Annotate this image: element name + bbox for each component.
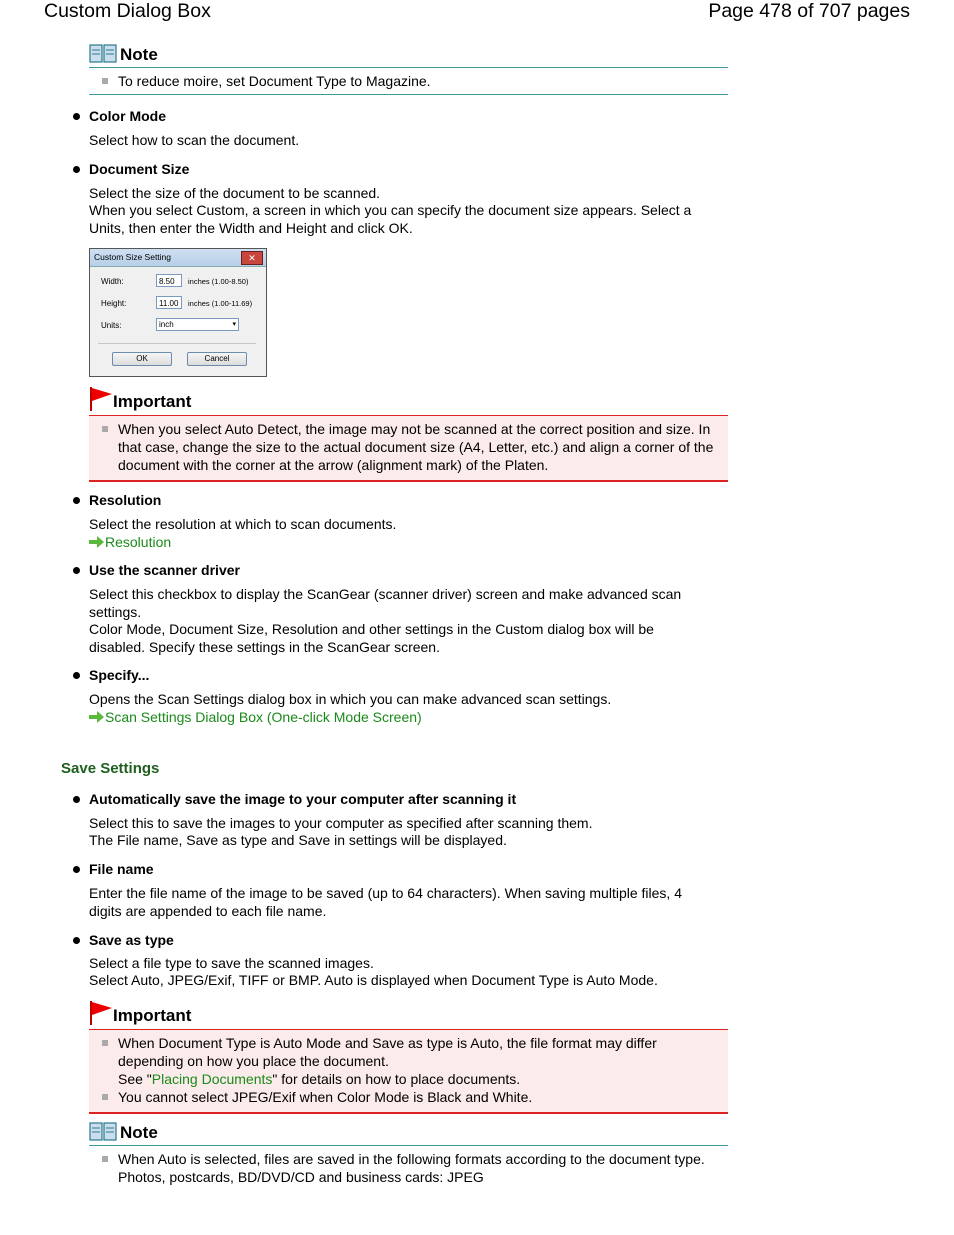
- units-select[interactable]: [156, 318, 239, 331]
- width-field[interactable]: 8.50: [156, 274, 182, 287]
- width-label: Width:: [101, 277, 124, 286]
- list-item: When Document Type is Auto Mode and Save as type is Auto, the file format may differ: [89, 1034, 728, 1052]
- height-hint: inches (1.00-11.69): [188, 299, 253, 308]
- height-label: Height:: [101, 299, 127, 308]
- note-title: Note: [120, 1123, 158, 1142]
- important-text-line: depending on how you place the document.: [118, 1053, 389, 1069]
- dialog-titlebar: [90, 249, 266, 267]
- chevron-down-icon: ▾: [232, 321, 236, 328]
- arrow-right-icon: [89, 711, 104, 723]
- document-size-text-1: Select the size of the document to be scanned.: [89, 185, 381, 201]
- document-size-text-2: When you select Custom, a screen in which you can specify the document size appears. Select a: [89, 202, 692, 218]
- scanner-driver-heading: Use the scanner driver: [89, 562, 240, 578]
- custom-size-dialog: [89, 248, 267, 377]
- specify-heading: Specify...: [89, 667, 150, 683]
- list-item: When Auto is selected, files are saved in the following formats according to the document type.: [89, 1150, 728, 1168]
- flag-icon: [89, 1000, 113, 1026]
- file-name-text-2: digits are appended to each file name.: [89, 903, 327, 919]
- width-hint: inches (1.00-8.50): [188, 277, 249, 286]
- note-title: Note: [120, 45, 158, 64]
- note-heading: [89, 43, 728, 65]
- auto-save-text-2: The File name, Save as type and Save in settings will be displayed.: [89, 832, 507, 848]
- important-text-line: that case, change the size to the actual document size (A4, Letter, etc.) and align a corner of the: [118, 439, 714, 455]
- ok-button[interactable]: OK: [112, 352, 172, 366]
- resolution-link[interactable]: Resolution: [89, 533, 171, 551]
- note-heading: [89, 1121, 728, 1143]
- section-heading: Save Settings: [61, 760, 160, 777]
- file-name-text-1: Enter the file name of the image to be saved (up to 64 characters). When saving multiple files, 4: [89, 885, 682, 901]
- important-box: [89, 1000, 728, 1114]
- scanner-driver-text-2: settings.: [89, 604, 142, 620]
- save-as-type-heading: Save as type: [89, 932, 174, 948]
- flag-icon: [89, 386, 113, 412]
- resolution-heading: Resolution: [89, 492, 162, 508]
- book-icon: [89, 1121, 117, 1143]
- important-box: [89, 386, 728, 482]
- list-item: To reduce moire, set Document Type to Magazine.: [89, 72, 728, 90]
- scanner-driver-text-3: Color Mode, Document Size, Resolution and other settings in the Custom dialog box will be: [89, 621, 654, 637]
- height-field[interactable]: 11.00: [156, 296, 182, 309]
- book-icon: [89, 43, 117, 65]
- units-label: Units:: [101, 321, 122, 330]
- note-box: [89, 1121, 728, 1186]
- resolution-text: Select the resolution at which to scan documents.: [89, 516, 397, 532]
- note-box: [89, 43, 728, 95]
- auto-save-text-1: Select this to save the images to your computer as specified after scanning them.: [89, 815, 593, 831]
- color-mode-text: Select how to scan the document.: [89, 132, 300, 148]
- page-number: Page 478 of 707 pages: [708, 0, 910, 22]
- dialog-title: Custom Size Setting: [94, 252, 172, 262]
- document-size-heading: Document Size: [89, 161, 190, 177]
- color-mode-heading: Color Mode: [89, 108, 166, 124]
- arrow-right-icon: [89, 536, 104, 548]
- page-title: Custom Dialog Box: [44, 0, 211, 22]
- units-value: inch: [159, 320, 174, 329]
- scanner-driver-text-1: Select this checkbox to display the ScanGear (scanner driver) screen and make advanced scan: [89, 586, 682, 602]
- list-item: When you select Auto Detect, the image may not be scanned at the correct position and size. In: [89, 420, 728, 438]
- file-name-heading: File name: [89, 861, 154, 877]
- document-size-text-3: Units, then enter the Width and Height and click OK.: [89, 220, 413, 236]
- list-item: You cannot select JPEG/Exif when Color Mode is Black and White.: [89, 1088, 728, 1106]
- important-text-line: document with the corner at the arrow (alignment mark) of the Platen.: [118, 457, 549, 473]
- close-icon[interactable]: ✕: [241, 251, 263, 265]
- cancel-button[interactable]: Cancel: [187, 352, 247, 366]
- important-text-line: See "Placing Documents" for details on how to place documents.: [118, 1071, 521, 1087]
- scan-settings-link[interactable]: Scan Settings Dialog Box (One-click Mode Screen): [89, 708, 422, 726]
- scanner-driver-text-4: disabled. Specify these settings in the ScanGear screen.: [89, 639, 440, 655]
- placing-documents-link[interactable]: Placing Documents: [151, 1071, 273, 1087]
- important-title: Important: [113, 1006, 192, 1025]
- specify-text: Opens the Scan Settings dialog box in which you can make advanced scan settings.: [89, 691, 612, 707]
- auto-save-heading: Automatically save the image to your computer after scanning it: [89, 791, 517, 807]
- important-title: Important: [113, 392, 192, 411]
- save-as-type-text-2: Select Auto, JPEG/Exif, TIFF or BMP. Auto is displayed when Document Type is Auto Mode.: [89, 972, 658, 988]
- note-text-line: Photos, postcards, BD/DVD/CD and business cards: JPEG: [118, 1169, 484, 1185]
- save-as-type-text-1: Select a file type to save the scanned images.: [89, 955, 374, 971]
